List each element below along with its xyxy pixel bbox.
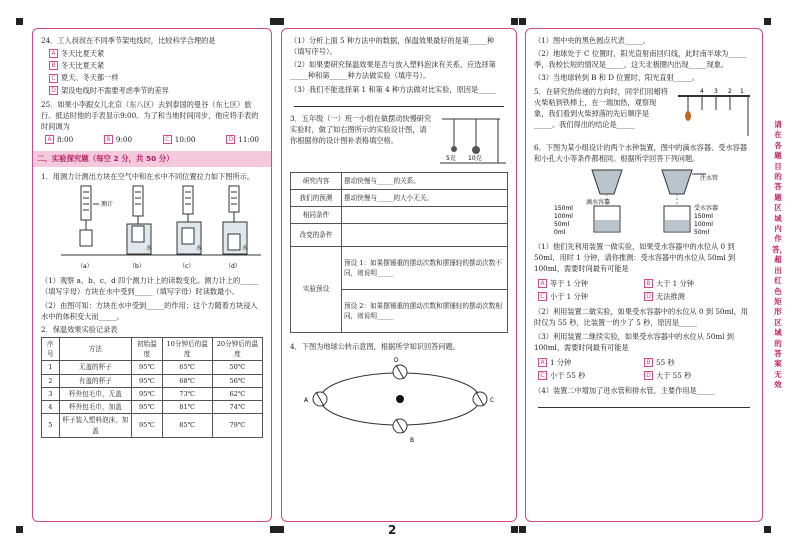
weight-label: 10克 [468, 154, 482, 162]
svg-text:100ml: 100ml [694, 220, 713, 228]
question-6-sub3-options [538, 356, 750, 382]
weight-label: 5克 [446, 154, 456, 162]
question-1-stem: 1．用测力计测出方块在空气中和在水中不同位置拉力如下图所示。 [41, 171, 255, 181]
corner-mark [270, 526, 277, 533]
corner-mark [764, 18, 771, 25]
spring-scale-c [177, 186, 202, 254]
svg-text:0ml: 0ml [554, 228, 566, 236]
svg-text:150ml: 150ml [554, 204, 573, 212]
question-6-sub2[interactable]: （2）利用装置二做实验，如果受水容器中的水位从 0 到 50ml，用时仅为 55 秒，比装置一的少了 5 秒，原因是_____ [534, 306, 748, 328]
device-two [662, 170, 718, 236]
table-row: 改变的条件 [291, 223, 508, 246]
svg-text:3: 3 [714, 87, 718, 95]
table-row: 2 有盖的杯子 95℃ 68℃ 56℃ [42, 374, 263, 387]
answer-column-2 [281, 28, 517, 522]
table-row: 我们的预测 摆动快慢与_____的大小无关。 [291, 189, 508, 206]
question-6-sub1: （1）他们先利用装置一做实验，如果受水容器中的水位从 0 到 50ml，用时 1 分钟，请你推测：受水容器中的水位从 50ml 到 100ml，需要时间最有可能是 [534, 242, 736, 274]
question-1-sub2[interactable]: （2）由图可知：方块在水中受到_____的作用；这个力随着方块浸入水中的体积变大而_____。 [41, 300, 258, 321]
question-25-options [45, 134, 259, 145]
svg-text:150ml: 150ml [694, 212, 713, 220]
corner-mark [16, 526, 23, 533]
question-4-stem: 4．下图为地球公转示意图，根据所学知识回答问题。 [290, 341, 460, 351]
insulation-table [41, 337, 263, 438]
orbit-label-c: C [490, 396, 495, 404]
section-title: 二、实验探究题（每空 2 分，共 50 分） [33, 151, 271, 166]
option[interactable]: C 小于 55 秒 [538, 370, 644, 381]
question-6-sub4[interactable]: （4）装置二中增加了进水管和排水管，主要作用是_____ [534, 385, 715, 395]
spring-scale-b [127, 186, 152, 254]
answer-column-3 [525, 28, 763, 522]
answer-column-1 [32, 28, 272, 522]
answer-line[interactable] [538, 398, 750, 408]
option[interactable]: A 8:00 [45, 134, 73, 145]
orbit-label-b: B [410, 436, 415, 444]
option[interactable]: D 架设电线时不需要考虑季节的差异 [49, 85, 263, 96]
table-row: 相同条件 [291, 206, 508, 223]
table-row: 5 杯子装入塑料泡沫，加盖 95℃ 85℃ 79℃ [42, 414, 263, 437]
earth-b [393, 419, 407, 433]
orbit-label-a: A [304, 396, 309, 404]
figure-label-c: （c） [179, 263, 195, 271]
svg-text:50ml: 50ml [694, 228, 710, 236]
corner-mark [277, 18, 284, 25]
question-2-sub2[interactable]: （2）如果要研究保温效果是否与放入塑料泡沫有关系，应选择第_____种和第_____种方法做实验（填序号）。 [290, 60, 496, 81]
svg-text:水: 水 [196, 245, 203, 253]
option[interactable]: A 1 分钟 [538, 357, 644, 368]
option[interactable]: C 10:00 [163, 134, 196, 145]
earth-a [313, 392, 327, 406]
corner-mark [511, 526, 518, 533]
option[interactable]: B 大于 1 分钟 [644, 278, 750, 289]
option[interactable]: B 55 秒 [644, 357, 750, 368]
answer-line[interactable] [294, 97, 504, 107]
question-4-sub2[interactable]: （2）地球处于 C 位置时，阳光直射南回归线，此时南半球为_____季，我校长短的情况是_____，这天北极圈内出现_____现象。 [534, 49, 747, 70]
page-number: 2 [388, 523, 397, 537]
table-row: 4 杯外包毛巾，加盖 95℃ 81℃ 74℃ [42, 401, 263, 414]
corner-mark [277, 526, 284, 533]
question-2-sub1[interactable]: （1）分析上面 5 种方法中的数据，保温效果最好的是第_____种（填写序号）。 [290, 36, 495, 57]
orbit-label-d: D [394, 356, 399, 364]
spring-scale-a [80, 186, 113, 246]
svg-text:水: 水 [242, 245, 249, 253]
question-1-sub1[interactable]: （1）观察 a、b、c、d 四个测力计上的读数变化。测力计上的_____（填写字母）方块在水中受到_____（填写字母）时读数最小。 [41, 276, 259, 297]
device-one [554, 170, 622, 236]
table-header-row: 序号 方法 初始温度 10分钟后的温度 20分钟后的温度 [42, 337, 263, 360]
svg-text:水: 水 [146, 245, 153, 253]
option[interactable]: C 夏天、冬天都一样 [49, 72, 263, 83]
option[interactable]: A 冬天比夏天紧 [49, 48, 263, 59]
option[interactable]: B 9:00 [104, 134, 132, 145]
earth-c [473, 392, 487, 406]
table-row: 预设 2：如果摆锤重的摆动次数和摆锤轻的摆动次数相同，则说明_____ [291, 289, 508, 332]
water-clock-figure [534, 166, 756, 238]
option[interactable]: D 11:00 [226, 134, 259, 145]
svg-text:1: 1 [740, 87, 744, 95]
corner-mark [16, 18, 23, 25]
question-4-sub1[interactable]: （1）图中央的黑色圆点代表_____。 [534, 36, 650, 45]
svg-text:滴水容器: 滴水容器 [586, 198, 611, 206]
question-3-block [290, 113, 508, 169]
option[interactable]: D 大于 55 秒 [644, 370, 750, 381]
option[interactable]: A 等于 1 分钟 [538, 278, 644, 289]
option[interactable]: B 冬天比夏天紧 [49, 60, 263, 71]
table-row: 1 无盖的杯子 95℃ 65℃ 50℃ [42, 361, 263, 374]
svg-text:注水管: 注水管 [700, 174, 719, 182]
svg-text:50ml: 50ml [554, 220, 570, 228]
question-6-stem: 6．下图为某小组设计的两个水钟装置，图中的滴水容器、受水容器和小孔大小等条件都相同。根据所学回答下列问题。 [534, 142, 748, 163]
table-row: 实验预设 预设 1：如果摆锤重的摆动次数和摆锤轻的摆动次数不同，则说明_____ [291, 246, 508, 289]
earth-d [393, 365, 407, 379]
option[interactable]: C 小于 1 分钟 [538, 291, 644, 302]
svg-text:100ml: 100ml [554, 212, 573, 220]
corner-mark [519, 18, 526, 25]
question-4-sub3[interactable]: （3）当地球转到 B 和 D 位置时，阳光直射_____。 [534, 73, 699, 83]
sun-dot [396, 395, 404, 403]
pendulum-figure [436, 113, 508, 169]
figure-label-d: （d） [225, 263, 241, 271]
spring-scale-figure [41, 184, 265, 272]
corner-mark [519, 526, 526, 533]
corner-mark [511, 18, 518, 25]
option[interactable]: D 无法推测 [644, 291, 750, 302]
figure-label-a: （a） [77, 263, 93, 271]
corner-mark [270, 18, 277, 25]
question-6-sub3: （3）利用装置二继续实验，如果受水容器中的水位从 50ml 到 100ml，需要时间最有可能是 [534, 332, 734, 353]
table-row: 3 杯外包毛巾，无盖 95℃ 73℃ 62℃ [42, 387, 263, 400]
svg-text:受水容器: 受水容器 [694, 204, 719, 212]
table-row: 研究内容 摆动快慢与_____的关系。 [291, 172, 508, 189]
pendulum-table [290, 172, 508, 333]
spring-scale-d [223, 186, 248, 254]
question-5-block [534, 86, 754, 138]
question-25-stem: 25．如果小李跟女儿北京（东八区）去到泰国的曼谷（东七区）旅行。抵达时他的手表显示9:00。为了和当地时间同步，他应将手表的时间调为 [41, 99, 259, 132]
question-2-sub3[interactable]: （3）我们不能选择第 1 和第 4 种方法做对比实验，原因是_____ [290, 84, 497, 94]
heat-rod-figure [674, 86, 754, 138]
question-5-stem[interactable]: 5．在研究热传递的方向时，同学们用蜡将火柴粘到铁棒上，在一端加热，观察现象，我们看到火柴掉落的先后顺序是_____。我们得出的结论是_____ [534, 86, 668, 130]
question-3-stem: 3．五年级（一）班一小组在做摆动快慢研究实验时，做了如右图所示的实验设计图，请你根据你的设计图补表格填空格。 [290, 113, 432, 146]
question-2-stem: 2．保温效果实验记录表 [41, 324, 118, 334]
svg-text:2: 2 [728, 87, 732, 95]
answer-area-notice: 请在各题目的答题区域内作答，超出红色矩形区域的答案无效 [772, 120, 787, 390]
scale-label: 测计 [101, 201, 114, 209]
corner-mark [764, 526, 771, 533]
figure-label-b: （b） [129, 263, 145, 271]
earth-orbit-figure [290, 354, 508, 444]
question-6-sub1-options [538, 277, 750, 303]
svg-text:4: 4 [700, 87, 704, 95]
question-24-stem: 24．工人叔叔在不同季节架电线时，比较科学合理的是 [41, 36, 216, 45]
